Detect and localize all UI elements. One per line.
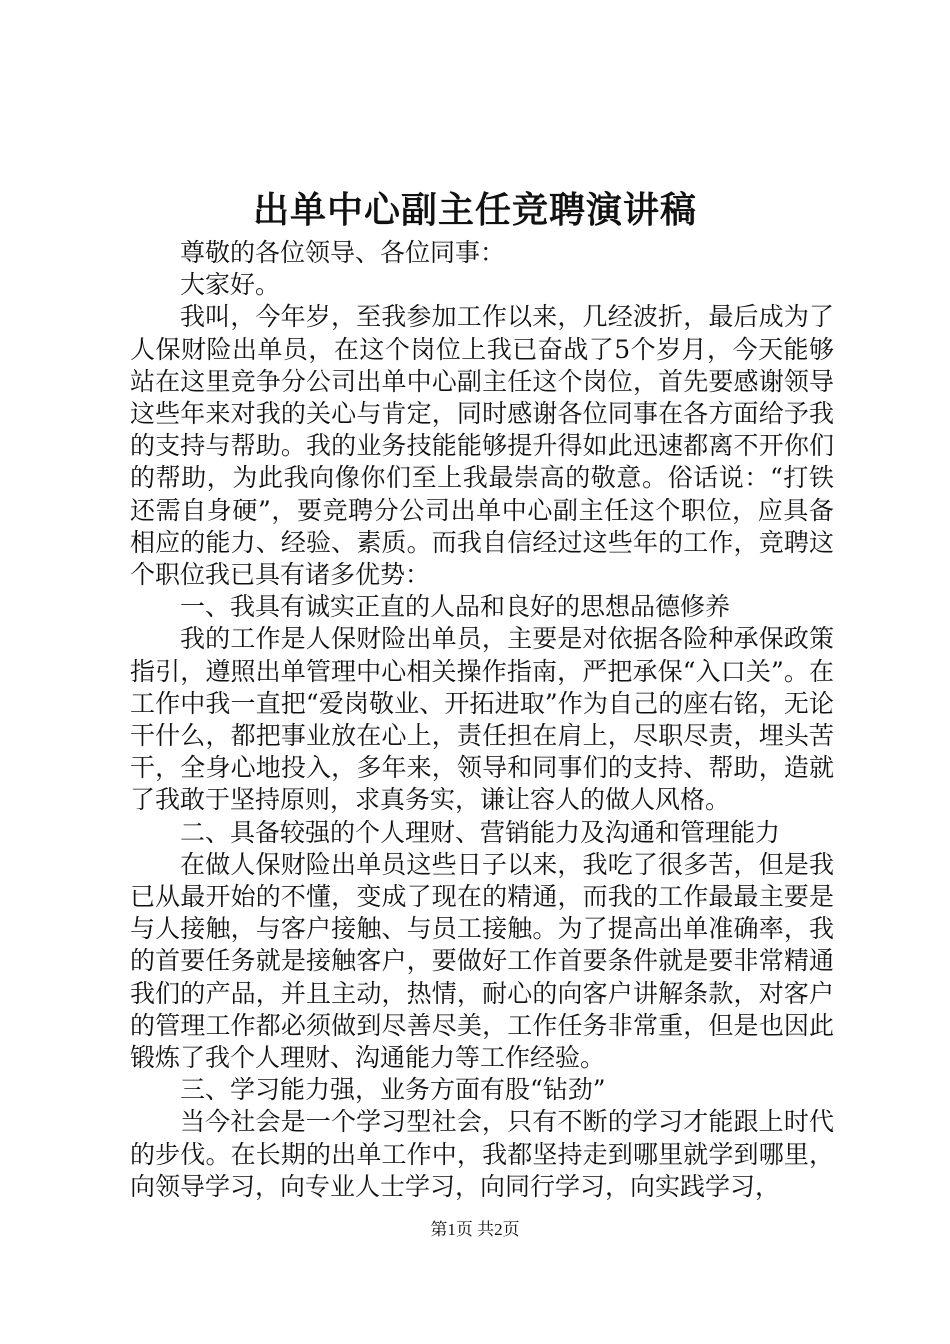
paragraph-section-3: 当今社会是一个学习型社会，只有不断的学习才能跟上时代的步伐。在长期的出单工作中，我都坚持走到哪里就学到哪里，向领导学习，向专业人士学习，向同行学习，向实践学习， bbox=[130, 1107, 834, 1201]
paragraph-section-1: 我的工作是人保财险出单员，主要是对依据各险种承保政策指引，遵照出单管理中心相关操作指南，严把承保“入口关”。在工作中我一直把“爱岗敬业、开拓进取”作为自己的座右铭，无论干什么，都把事业放在心上，责任担在肩上，尽职尽责，埋头苦干，全身心地投入，多年来，领导和同事们的支持、帮助，造就了我敢于坚持原则，求真务实，谦让容人的做人风格。 bbox=[130, 624, 834, 815]
salutation: 尊敬的各位领导、各位同事： bbox=[180, 238, 506, 267]
paragraph-intro: 我叫，今年岁，至我参加工作以来，几经波折，最后成为了人保财险出单员，在这个岗位上我已奋战了5个岁月，今天能够站在这里竞争分公司出单中心副主任这个岗位，首先要感谢领导这些年来对我的关心与肯定，同时感谢各位同事在各方面给予我的支持与帮助。我的业务技能能够提升得如此迅速都离不开你们的帮助，为此我向像你们至上我最崇高的敬意。俗话说：“打铁还需自身硬”，要竞聘分公司出单中心副主任这个职位，应具备相应的能力、经验、素质。而我自信经过这些年的工作，竞聘这个职位我已具有诸多优势： bbox=[130, 302, 834, 590]
document-title: 出单中心副主任竞聘演讲稿 bbox=[252, 189, 697, 231]
page-footer: 第1页 共2页 bbox=[430, 1220, 520, 1239]
section-heading-3: 三、学习能力强，业务方面有股“钻劲” bbox=[180, 1075, 606, 1105]
greeting: 大家好。 bbox=[180, 270, 281, 300]
paragraph-section-2: 在做人保财险出单员这些日子以来，我吃了很多苦，但是我已从最开始的不懂，变成了现在的精通，而我的工作最最主要是与人接触，与客户接触、与员工接触。为了提高出单准确率，我的首要任务就是接触客户，要做好工作首要条件就是要非常精通我们的产品，并且主动，热情，耐心的向客户讲解条款，对客户的管理工作都必须做到尽善尽美，工作任务非常重，但是也因此锻炼了我个人理财、沟通能力等工作经验。 bbox=[130, 849, 834, 1073]
document-body bbox=[130, 237, 834, 1203]
section-heading-1: 一、我具有诚实正直的人品和良好的思想品德修养 bbox=[180, 592, 731, 622]
section-heading-2: 二、具备较强的个人理财、营销能力及沟通和管理能力 bbox=[180, 817, 781, 847]
